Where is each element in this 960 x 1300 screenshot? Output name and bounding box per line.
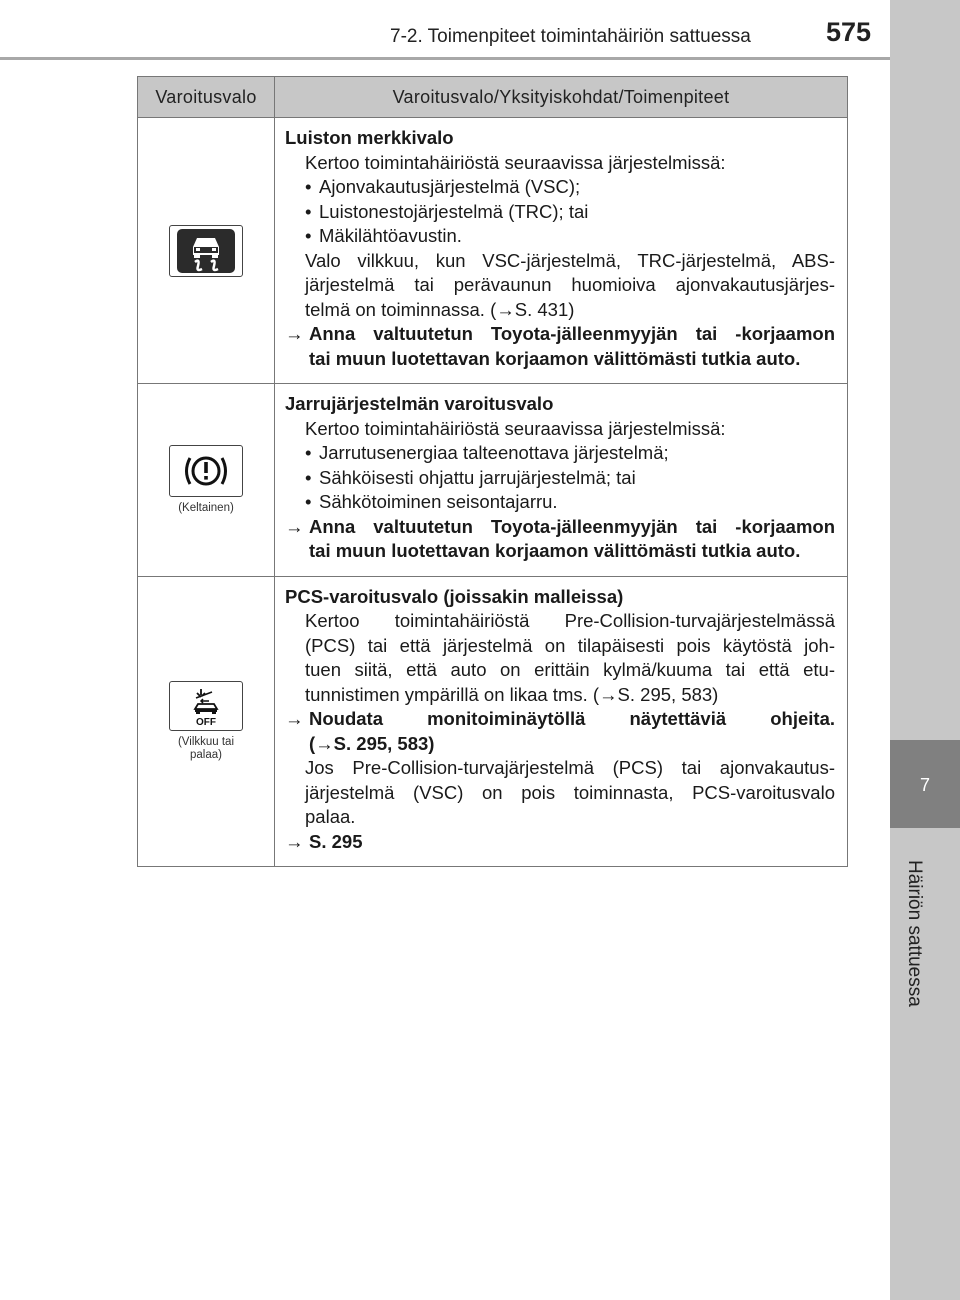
action-line: → Anna valtuutetun Toyota-jälleenmyyjän tai -korjaamon [285,322,835,347]
details-cell [275,118,848,384]
section-title: 7-2. Toimenpiteet toimintahäiriön sattuessa [390,26,751,47]
slip-indicator-icon [169,225,243,277]
bullet-mark: • [305,176,312,197]
page-number: 575 [826,17,872,47]
icon-cell [138,384,275,577]
column-header-details: Varoitusvalo/Yksityiskohdat/Toimenpiteet [275,77,848,118]
list-item: • Ajonvakautusjärjestelmä (VSC); [285,175,835,200]
item-intro: Kertoo toimintahäiriöstä Pre-Collision-turvajärjestelmässä [305,610,835,631]
note-line: järjestelmä (VSC) on pois toiminnasta, PCS-varoitusvalo [305,781,835,803]
bullet-mark: • [305,466,312,488]
arrow-icon: → [285,323,304,344]
arrow-icon: → [285,708,304,729]
icon-caption: (Vilkkuu tai palaa) [177,735,235,761]
bullet-mark: • [305,200,312,222]
action-line: tai muun luotettavan korjaamon välittömästi tutkia auto. [309,540,801,561]
column-header-warning-light: Varoitusvalo [138,77,275,118]
item-title: PCS-varoitusvalo (joissakin malleissa) [285,585,624,607]
note-line: telmä on toiminnassa. (→S. 431) [305,298,575,320]
list-item: • Sähkötoiminen seisontajarru. [285,490,835,515]
page-header [0,0,890,58]
action-line: tai muun luotettavan korjaamon välittömästi tutkia auto. [309,347,801,369]
pcs-off-icon [169,681,243,731]
chapter-label: Häiriön sattuessa [904,860,925,1007]
chapter-number: 7 [919,775,930,795]
list-item: • Sähköisesti ohjattu jarrujärjestelmä; tai [285,466,835,491]
table-row [138,118,848,384]
note-line: Jos Pre-Collision-turvajärjestelmä (PCS) tai ajonvakautus- [305,757,835,778]
item-intro: (PCS) tai että järjestelmä on tilapäisesti pois käytöstä joh- [305,634,835,656]
brake-warning-icon-graphic [180,451,232,491]
item-intro: Kertoo toimintahäiriöstä seuraavissa järjestelmissä: [305,151,726,173]
icon-cell [138,118,275,384]
icon-caption: (Keltainen) [178,501,234,514]
slip-indicator-icon-graphic [177,229,235,273]
table-row [138,384,848,577]
item-intro: Kertoo toimintahäiriöstä seuraavissa järjestelmissä: [305,417,726,439]
arrow-icon: → [285,515,304,537]
item-intro: tunnistimen ympärillä on likaa tms. (→S. 295, 583) [305,683,719,705]
item-title: Luiston merkkivalo [285,127,454,148]
pcs-off-label: OFF [196,716,216,727]
list-item: • Mäkilähtöavustin. [285,224,835,249]
warning-light-table [137,76,848,867]
table-row [138,576,848,867]
reference-link[interactable]: → S. 295 [285,830,835,855]
note-line: järjestelmä tai perävaunun huomioiva ajonvakautusjärjes- [305,274,835,295]
item-intro: tuen siitä, että auto on erittäin kylmä/kuuma tai että etu- [305,659,835,680]
list-item: • Jarrutusenergiaa talteenottava järjestelmä; [285,441,835,466]
list-item: • Luistonestojärjestelmä (TRC); tai [285,200,835,225]
note-line: palaa. [305,806,356,827]
arrow-icon: → [285,830,304,852]
icon-cell [138,576,275,867]
chapter-number-box [890,740,960,828]
bullet-mark: • [305,442,312,463]
bullet-mark: • [305,225,312,246]
table-header-row [138,77,848,118]
note-line: Valo vilkkuu, kun VSC-järjestelmä, TRC-järjestelmä, ABS- [305,249,835,271]
item-title: Jarrujärjestelmän varoitusvalo [285,393,554,414]
brake-warning-icon [169,445,243,497]
header-rule [0,57,890,60]
action-line: (→S. 295, 583) [309,732,435,754]
bullet-mark: • [305,491,312,512]
action-line: → Anna valtuutetun Toyota-jälleenmyyjän tai -korjaamon [285,515,835,540]
action-line: → Noudata monitoiminäytöllä näytettäviä ohjeita. [285,707,835,732]
details-cell [275,576,848,867]
details-cell [275,384,848,577]
chapter-side-tab [890,0,960,1300]
pcs-off-icon-graphic [181,685,231,727]
